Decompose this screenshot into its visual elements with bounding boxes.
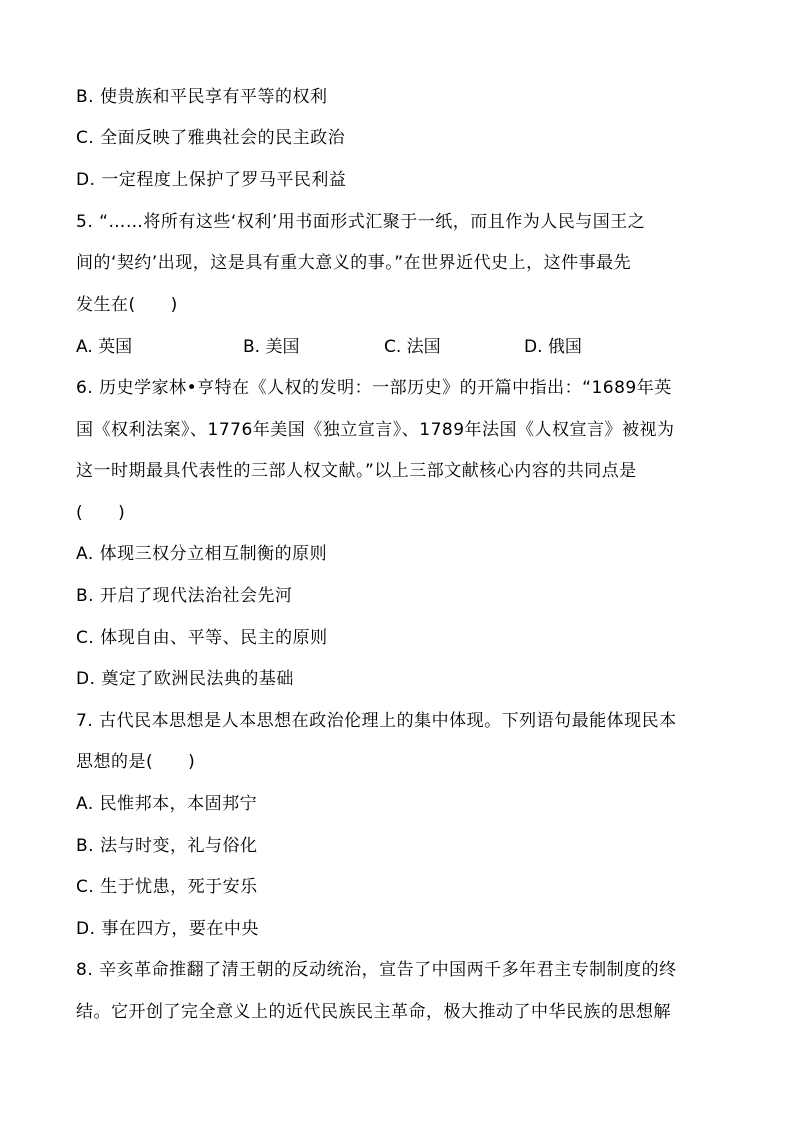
q6-stem-line2: 国《权利法案》、1776年美国《独立宣言》、1789年法国《人权宣言》被视为: [76, 420, 675, 440]
q4-option-d: D. 一定程度上保护了罗马平民利益: [76, 170, 347, 190]
q7-stem-line1: 7. 古代民本思想是人本思想在政治伦理上的集中体现。下列语句最能体现民本: [76, 711, 677, 731]
q5-option-b: B. 美国: [243, 337, 300, 357]
q6-option-d: D. 奠定了欧洲民法典的基础: [76, 669, 294, 689]
q7-stem-line2: 思想的是( ): [76, 752, 196, 772]
q4-option-b: B. 使贵族和平民享有平等的权利: [76, 87, 328, 107]
q5-stem-line3: 发生在( ): [76, 295, 178, 315]
q5-stem-line1: 5. “……将所有这些‘权利’用书面形式汇聚于一纸，而且作为人民与国王之: [76, 212, 646, 232]
q5-option-a: A. 英国: [76, 337, 133, 357]
q7-option-a: A. 民惟邦本，本固邦宁: [76, 794, 258, 814]
q8-stem-line2: 结。它开创了完全意义上的近代民族民主革命，极大推动了中华民族的思想解: [76, 1002, 671, 1022]
q7-option-d: D. 事在四方，要在中央: [76, 919, 259, 939]
q6-stem-line1: 6. 历史学家林•亨特在《人权的发明：一部历史》的开篇中指出：“1689年英: [76, 378, 672, 398]
q4-option-c: C. 全面反映了雅典社会的民主政治: [76, 128, 346, 148]
q6-stem-line3: 这一时期最具代表性的三部人权文献。”以上三部文献核心内容的共同点是: [76, 461, 637, 481]
q5-option-d: D. 俄国: [524, 337, 582, 357]
q7-option-b: B. 法与时变，礼与俗化: [76, 836, 258, 856]
q6-option-c: C. 体现自由、平等、民主的原则: [76, 628, 328, 648]
q7-option-c: C. 生于忧患，死于安乐: [76, 877, 258, 897]
q6-stem-line4: ( ): [76, 503, 126, 523]
q5-stem-line2: 间的‘契约’出现，这是具有重大意义的事。”在世界近代史上，这件事最先: [76, 253, 632, 273]
q6-option-b: B. 开启了现代法治社会先河: [76, 586, 293, 606]
q8-stem-line1: 8. 辛亥革命推翻了清王朝的反动统治，宣告了中国两千多年君主专制制度的终: [76, 960, 677, 980]
q5-option-c: C. 法国: [384, 337, 441, 357]
q6-option-a: A. 体现三权分立相互制衡的原则: [76, 544, 328, 564]
